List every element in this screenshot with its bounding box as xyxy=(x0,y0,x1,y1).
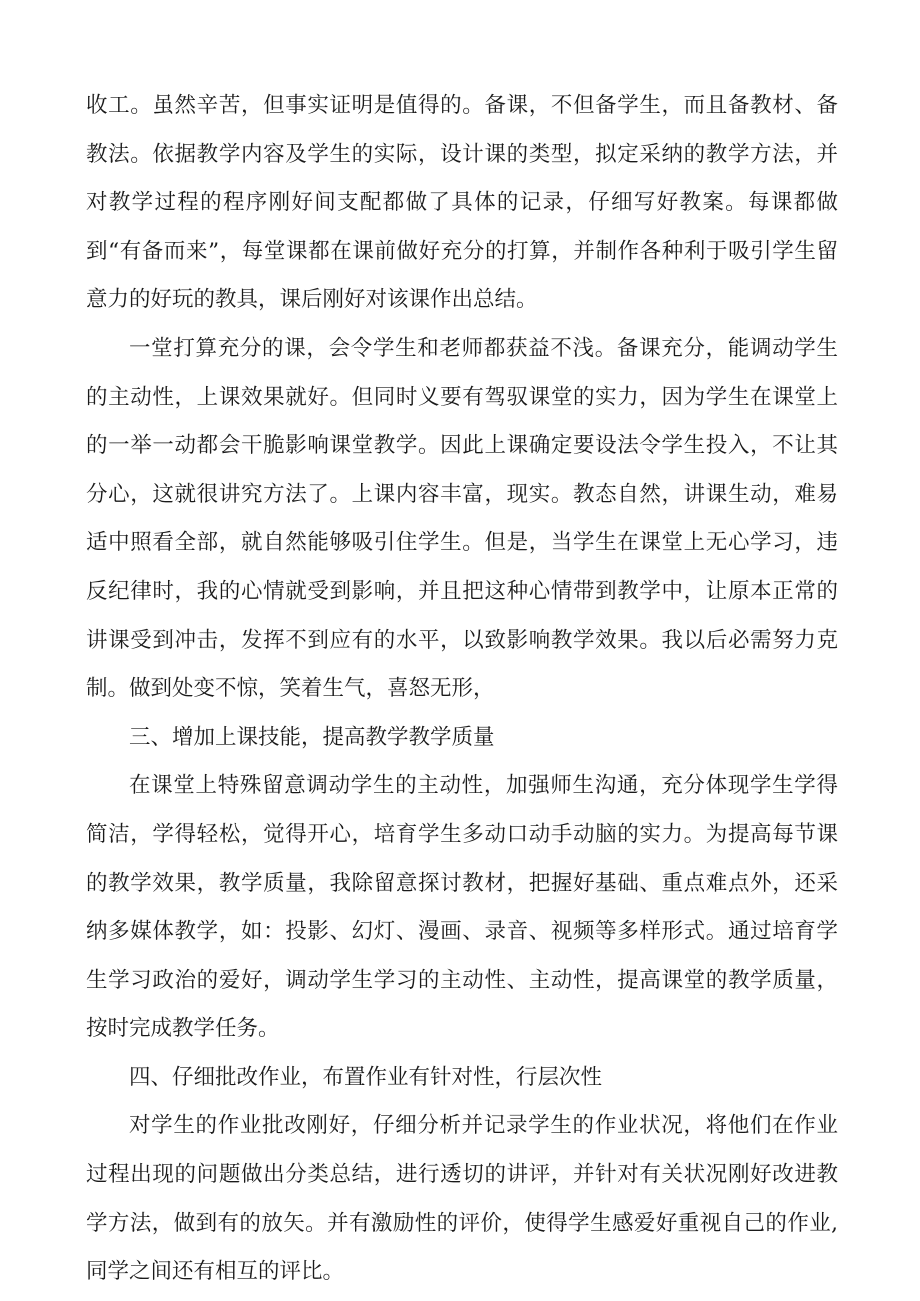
paragraph-classroom-management: 一堂打算充分的课，会令学生和老师都获益不浅。备课充分，能调动学生的主动性，上课效果就好。但同时义要有驾驭课堂的实力，因为学生在课堂上的一举一动都会干脆影响课堂教学。因此上课确定要设法令学生投入，不让其分心，这就很讲究方法了。上课内容丰富，现实。教态自然，讲课生动，难易适中照看全部，就自然能够吸引住学生。但是，当学生在课堂上无心学习，违反纪律时，我的心情就受到影响，并且把这种心情带到教学中，让原本正常的讲课受到冲击，发挥不到应有的水平，以致影响教学效果。我以后必需努力克制。做到处变不惊，笑着生气，喜怒无形， xyxy=(86,335,838,702)
paragraph-teaching-skills: 在课堂上特殊留意调动学生的主动性，加强师生沟通，充分体现学生学得简洁，学得轻松，觉得开心，培育学生多动口动手动脑的实力。为提高每节课的教学效果，教学质量，我除留意探讨教材，把握好基础、重点难点外，还采纳多媒体教学，如：投影、幻灯、漫画、录音、视频等多样形式。通过培育学生学习政治的爱好，调动学生学习的主动性、主动性，提高课堂的教学质量，按时完成教学任务。 xyxy=(86,773,838,1042)
paragraph-lesson-prep-continued: 收工。虽然辛苦，但事实证明是值得的。备课，不但备学生，而且备教材、备教法。依据教学内容及学生的实际，设计课的类型，拟定采纳的教学方法，并对教学过程的程序刚好间支配都做了具体的记录，仔细写好教案。每课都做到“有备而来”，每堂课都在课前做好充分的打算，并制作各种利于吸引学生留意力的好玩的教具，课后刚好对该课作出总结。 xyxy=(86,93,838,313)
section-heading-four: 四、仔细批改作业，布置作业有针对性，行层次性 xyxy=(129,1064,603,1090)
section-heading-three: 三、增加上课技能，提高教学教学质量 xyxy=(129,724,495,750)
document-body xyxy=(86,82,838,1297)
paragraph-homework-correction: 对学生的作业批改刚好，仔细分析并记录学生的作业状况，将他们在作业过程出现的问题做出分类总结，进行透切的讲评，并针对有关状况刚好改进教学方法，做到有的放矢。并有激励性的评价，使得学生感爱好重视自己的作业,同学之间还有相互的评比。 xyxy=(86,1113,838,1285)
